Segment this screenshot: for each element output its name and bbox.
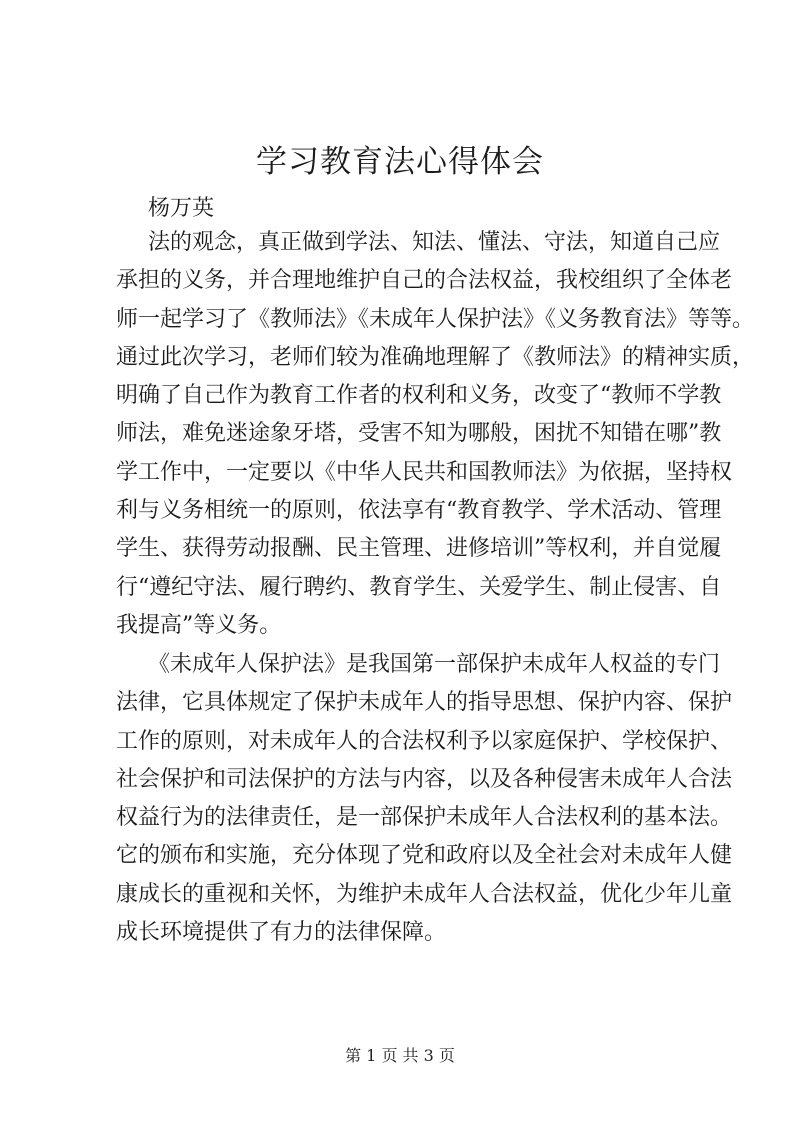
paragraph-line: 成长环境提供了有力的法律保障。 xyxy=(116,920,447,946)
paragraph-line: 师法，难免迷途象牙塔，受害不知为哪般，困扰不知错在哪”教 xyxy=(116,421,722,447)
paragraph-line: 学工作中，一定要以《中华人民共和国教师法》为依据，坚持权 xyxy=(116,459,733,485)
paragraph-line: 它的颁布和实施，充分体现了党和政府以及全社会对未成年人健 xyxy=(116,843,733,869)
paragraph-line: 利与义务相统一的原则，依法享有“教育教学、学术活动、管理 xyxy=(116,498,722,524)
paragraph-line: 工作的原则，对未成年人的合法权利予以家庭保护、学校保护、 xyxy=(116,728,733,754)
paragraph-2 xyxy=(116,646,733,952)
paragraph-line: 法律，它具体规定了保护未成年人的指导思想、保护内容、保护 xyxy=(116,690,733,716)
paragraph-line: 学生、获得劳动报酬、民主管理、进修培训”等权利，并自觉履 xyxy=(116,536,722,562)
paragraph-line: 我提高”等义务。 xyxy=(116,612,282,638)
paragraph-line: 承担的义务，并合理地维护自己的合法权益，我校组织了全体老 xyxy=(116,268,733,294)
paragraph-line: 权益行为的法律责任，是一部保护未成年人合法权利的基本法。 xyxy=(116,805,733,831)
paragraph-line: 行“遵纪守法、履行聘约、教育学生、关爱学生、制止侵害、自 xyxy=(116,574,722,600)
paragraph-line: 康成长的重视和关怀，为维护未成年人合法权益，优化少年儿童 xyxy=(116,881,733,907)
paragraph-line: 师一起学习了《教师法》《未成年人保护法》《义务教育法》等等。 xyxy=(116,306,755,332)
paragraph-line: 《未成年人保护法》是我国第一部保护未成年人权益的专门 xyxy=(148,652,721,677)
paragraph-line: 通过此次学习，老师们较为准确地理解了《教师法》的精神实质， xyxy=(116,344,755,370)
page-number-footer: 第 1 页 共 3 页 xyxy=(345,1046,455,1065)
paragraph-line: 法的观念，真正做到学法、知法、懂法、守法，知道自己应 xyxy=(148,230,721,255)
author-name: 杨万英 xyxy=(148,196,215,221)
paragraph-1 xyxy=(116,224,755,645)
paragraph-line: 明确了自己作为教育工作者的权利和义务，改变了“教师不学教 xyxy=(116,383,722,409)
document-title: 学习教育法心得体会 xyxy=(256,144,544,180)
paragraph-line: 社会保护和司法保护的方法与内容，以及各种侵害未成年人合法 xyxy=(116,766,733,792)
